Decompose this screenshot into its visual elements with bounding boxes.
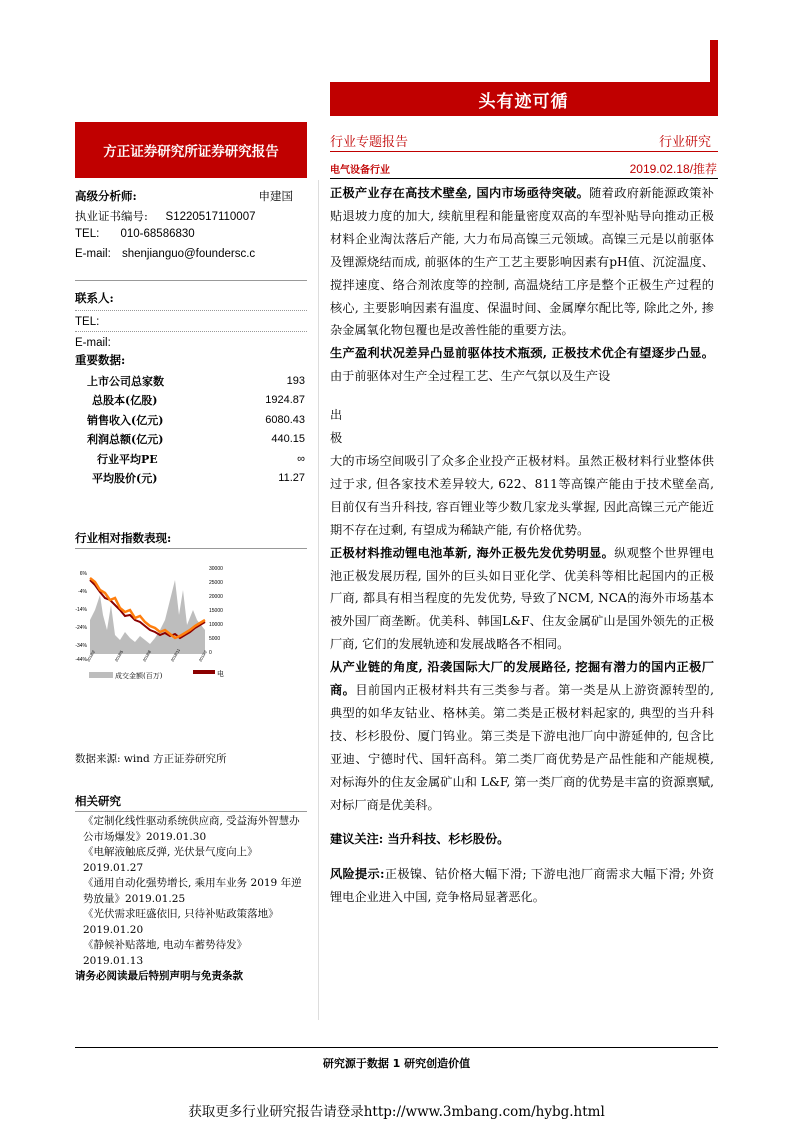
metric-label: 行业平均PE [97, 452, 158, 466]
contact-email-label: E-mail: [75, 337, 111, 349]
contact-block [75, 290, 307, 352]
related-item[interactable]: 《定制化线性驱动系统供应商, 受益海外智慧办公市场爆发》2019.01.30 [83, 815, 300, 843]
report-title: 头有迹可循 [330, 82, 717, 116]
analyst-role-label: 高级分析师: [75, 189, 137, 203]
email-value[interactable]: shenjianguo@foundersc.c [121, 248, 256, 260]
metric-label: 销售收入(亿元) [87, 413, 164, 427]
legend-swatch-volume [89, 672, 113, 678]
paragraph [330, 863, 714, 909]
analyst-block [75, 188, 307, 268]
paragraph-fragment: 出 [330, 408, 343, 423]
paragraph-text: 正极镍、钴价格大幅下滑; 下游电池厂商需求大幅下滑; 外资锂电企业进入中国, 竞争格局显著恶化。 [330, 867, 715, 905]
paragraph [330, 542, 714, 657]
tel-label: TEL: [75, 228, 100, 240]
contact-heading: 联系人: [75, 291, 114, 305]
divider [330, 151, 718, 152]
related-item[interactable]: 《电解液触底反弹, 光伏景气度向上》2019.01.27 [83, 846, 258, 874]
legend-line: 电 [217, 670, 224, 678]
footer-slogan: 研究源于数据 1 研究创造价值 [322, 1057, 471, 1070]
metric-value: 6080.43 [265, 413, 305, 426]
axis-tick-label: 2018/11 [169, 647, 181, 663]
metric-row [75, 371, 307, 391]
index-chart-heading: 行业相对指数表现: [75, 531, 172, 545]
paragraph [330, 182, 714, 342]
metric-row [75, 391, 307, 411]
report-category: 行业研究 [658, 135, 711, 150]
metric-row [75, 430, 307, 450]
report-body [330, 182, 714, 909]
axis-tick-label: 2018/2 [85, 649, 96, 663]
metric-label: 上市公司总家数 [87, 374, 164, 388]
disclaimer-note: 请务必阅读最后特别声明与免责条款 [75, 970, 243, 982]
institution-banner: 方正证券研究所证券研究报告 [75, 122, 307, 178]
divider [330, 178, 718, 179]
report-type: 行业专题报告 [330, 135, 409, 150]
metric-value: 193 [286, 374, 305, 387]
section-divider [75, 276, 307, 285]
metric-value: ∞ [297, 452, 305, 465]
paragraph-fragment: 极 [330, 431, 343, 446]
axis-tick-label: 2019/2 [197, 649, 208, 663]
paragraph-lead: 风险提示: [330, 867, 385, 882]
paragraph-lead: 正极产业存在高技术壁垒, 国内市场亟待突破。 [330, 186, 590, 200]
column-divider [318, 180, 319, 1020]
metrics-heading: 重要数据: [75, 353, 126, 367]
axis-tick-label: 25000 [209, 580, 223, 586]
related-heading: 相关研究 [75, 794, 121, 808]
paragraph-text: 目前国内正极材料共有三类参与者。第一类是从上游资源转型的, 典型的如华友钴业、格林美。第二类是正极材料起家的, 典型的当升科技、杉杉股份、厦门钨业。第三类是下游电池厂向中游延伸的, 包含比亚迪、宁德时代、国轩高科。第二类厂商优势是产品性能和产能规模, 对标海外的住友金属矿山和 L&F, 第一类厂商的优势是丰富的资源禀赋, 对标厂商是优美科。 [330, 683, 715, 812]
metric-row [75, 469, 307, 489]
paragraph [330, 656, 714, 816]
contact-tel-label: TEL: [75, 316, 100, 328]
footer-divider [75, 1047, 718, 1048]
paragraph-text: 随着政府新能源政策补贴退坡力度的加大, 续航里程和能量密度双高的车型补贴导向推动正极材料企业淘汰落后产能, 大力布局高镍三元领域。高镍三元是以前驱体及锂源烧结而成, 前驱体的生产工艺主要影响因素有pH值、沉淀温度、搅拌速度、络合剂浓度等的控制, 高温烧结工序是整个正极生产过程的核心, 主要影响因素有温度、保温时间、金属摩尔配比等, 除此之外, 掺杂金属氧化物包覆也是改善性能的重要方法。 [330, 186, 714, 338]
axis-tick-label: -14% [75, 607, 87, 613]
paragraph-text: 由于前驱体对生产全过程工艺、生产气氛以及生产设 [330, 369, 611, 384]
axis-tick-label: 30000 [209, 566, 223, 572]
paragraph: 大的市场空间吸引了众多企业投产正极材料。虽然正极材料行业整体供过于求, 但各家技术差异较大, 622、811等高镍产能由于技术壁垒高, 目前仅有当升科技, 容百锂业等少数几家龙头掌握, 因此高镍三元产能近期不存在过剩, 有望成为稀缺产能, 有价格优势。 [330, 453, 714, 537]
paragraph [330, 342, 714, 388]
related-item[interactable]: 《光伏需求旺盛依旧, 只待补贴政策落地》2019.01.20 [83, 908, 279, 936]
data-source: 数据来源: wind 方正证券研究所 [75, 753, 227, 765]
date-rating: 2019.02.18/推荐 [629, 162, 717, 176]
cert-number: S1220517110007 [165, 211, 256, 223]
metric-label: 总股本(亿股) [92, 394, 158, 408]
metric-label: 利润总额(亿元) [87, 433, 164, 447]
axis-tick-label: -4% [78, 589, 87, 595]
footer-ad-link[interactable]: 获取更多行业研究报告请登录http://www.3mbang.com/hybg.html [188, 1104, 605, 1120]
axis-tick-label: 0 [209, 650, 212, 656]
metric-row [75, 410, 307, 430]
metrics-block [75, 352, 307, 488]
analyst-name: 申建国 [258, 189, 293, 203]
tel-value: 010-68586830 [120, 228, 195, 240]
axis-tick-label: -44% [75, 657, 87, 663]
index-chart-block [75, 530, 307, 549]
metric-value: 1924.87 [265, 394, 305, 407]
axis-tick-label: 15000 [209, 608, 223, 614]
metric-label: 平均股价(元) [92, 472, 158, 486]
paragraph-text: 纵观整个世界锂电池正极发展历程, 国外的巨头如日亚化学、优美科等相比起国内的正极厂商, 都具有相当程度的先发优势, 导致了NCM, NCA的海外市场基本被外国厂商垄断。优美科、韩国L&F、住友金属矿山是国外领先的正极厂商, 它们的发展轨迹和发展战略各不相同。 [330, 545, 714, 652]
recommendation: 建议关注: 当升科技、杉杉股份。 [330, 832, 510, 847]
metrics-table [75, 371, 307, 488]
related-research [75, 793, 307, 985]
industry-label: 电气设备行业 [330, 165, 390, 176]
axis-tick-label: 20000 [209, 594, 223, 600]
axis-tick-label: 6% [79, 571, 87, 577]
axis-tick-label: -34% [75, 643, 87, 649]
paragraph-lead: 从产业链的角度, 沿袭国际大厂的发展路径, 挖掘有潜力的国内正极厂商。 [330, 660, 714, 698]
metric-value: 440.15 [271, 433, 305, 446]
metric-row [75, 449, 307, 469]
related-item[interactable]: 《通用自动化强势增长, 乘用车业务 2019 年逆势放量》2019.01.25 [83, 877, 302, 905]
paragraph-lead: 生产盈利状况差异凸显前驱体技术瓶颈, 正极技术优企有望逐步凸显。 [330, 346, 714, 361]
cert-label: 执业证书编号: [75, 209, 148, 223]
axis-tick-label: 2018/5 [113, 649, 124, 663]
email-label: E-mail: [75, 248, 111, 260]
axis-tick-label: 5000 [209, 636, 221, 642]
paragraph-lead: 正极材料推动锂电池革新, 海外正极先发优势明显。 [330, 545, 615, 560]
legend-swatch-line [193, 670, 215, 674]
axis-tick-label: 2018/8 [141, 649, 152, 663]
related-item[interactable]: 《静候补贴落地, 电动车蓄势待发》2019.01.13 [83, 939, 248, 967]
metric-value: 11.27 [278, 472, 305, 485]
axis-tick-label: -24% [75, 625, 87, 631]
legend-volume: 成交金额(百万) [115, 672, 163, 680]
axis-tick-label: 10000 [209, 622, 223, 628]
index-chart [75, 560, 235, 690]
